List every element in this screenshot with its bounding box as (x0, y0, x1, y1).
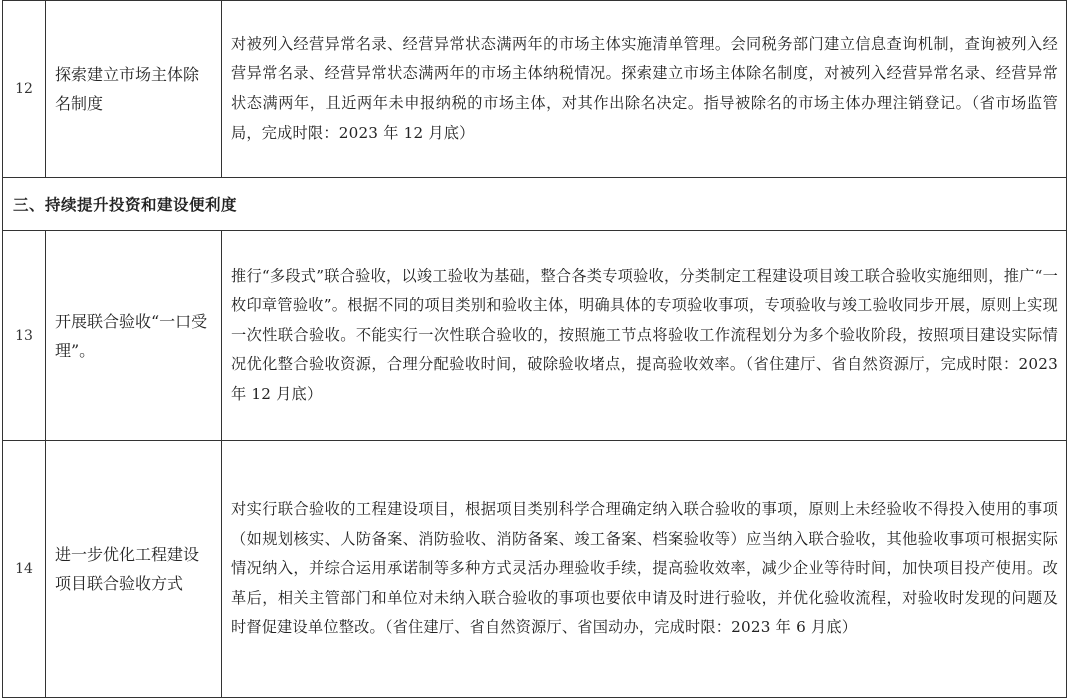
measures-table (2, 0, 1067, 698)
measure-content: 推行“多段式”联合验收，以竣工验收为基础，整合各类专项验收，分类制定工程建设项目竣工联合验收实施细则，推广“一枚印章管验收”。根据不同的项目类别和验收主体，明确具体的专项验收事项，专项验收与竣工验收同步开展，原则上实现一次性联合验收。不能实行一次性联合验收的，按照施工节点将验收工作流程划分为多个验收阶段，按照项目建设实际情况优化整合验收资源，合理分配验收时间，破除验收堵点，提高验收效率。（省住建厅、省自然资源厅，完成时限：2023 年 12 月底） (222, 231, 1067, 441)
row-number: 12 (3, 1, 46, 178)
table-row-13 (3, 231, 1067, 441)
row-number: 14 (3, 441, 46, 698)
measure-title: 进一步优化工程建设项目联合验收方式 (46, 441, 222, 698)
section-heading-row (3, 178, 1067, 231)
table-row-14 (3, 441, 1067, 698)
table-row-12 (3, 1, 1067, 178)
measure-content: 对实行联合验收的工程建设项目，根据项目类别科学合理确定纳入联合验收的事项，原则上未经验收不得投入使用的事项（如规划核实、人防备案、消防验收、消防备案、竣工备案、档案验收等）应当纳入联合验收，其他验收事项可根据实际情况纳入，并综合运用承诺制等多种方式灵活办理验收手续，提高验收效率，减少企业等待时间，加快项目投产使用。改革后，相关主管部门和单位对未纳入联合验收的事项也要依申请及时进行验收，并优化验收流程，对验收时发现的问题及时督促建设单位整改。（省住建厅、省自然资源厅、省国动办，完成时限：2023 年 6 月底） (222, 441, 1067, 698)
section-heading: 三、持续提升投资和建设便利度 (3, 178, 1067, 231)
row-number: 13 (3, 231, 46, 441)
measure-content: 对被列入经营异常名录、经营异常状态满两年的市场主体实施清单管理。会同税务部门建立信息查询机制，查询被列入经营异常名录、经营异常状态满两年的市场主体纳税情况。探索建立市场主体除名制度，对被列入经营异常名录、经营异常状态满两年，且近两年未申报纳税的市场主体，对其作出除名决定。指导被除名的市场主体办理注销登记。（省市场监管局，完成时限：2023 年 12 月底） (222, 1, 1067, 178)
measure-title: 探索建立市场主体除名制度 (46, 1, 222, 178)
measure-title: 开展联合验收“一口受理”。 (46, 231, 222, 441)
